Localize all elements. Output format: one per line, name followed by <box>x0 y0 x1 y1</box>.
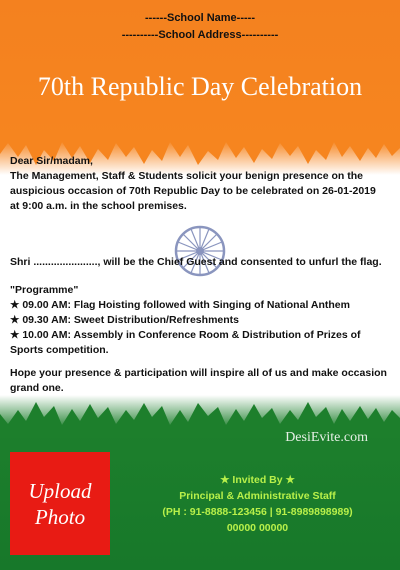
programme-item: ★ 10.00 AM: Assembly in Conference Room & Distribution of Prizes of Sports competition. <box>10 329 361 356</box>
greeting: Dear Sir/madam, <box>10 155 93 167</box>
inviter-name: Principal & Administrative Staff <box>179 490 336 502</box>
programme-item: ★ 09.30 AM: Sweet Distribution/Refreshments <box>10 314 239 326</box>
watermark: DesiEvite.com <box>285 430 368 445</box>
programme-list <box>10 298 388 358</box>
programme-item: ★ 09.00 AM: Flag Hoisting followed with Singing of National Anthem <box>10 299 350 311</box>
programme-heading: "Programme" <box>10 284 79 296</box>
school-name: ------School Name----- <box>145 12 255 24</box>
phone-numbers: (PH : 91-8888-123456 | 91-8989898989) <box>162 506 353 518</box>
invited-by-heading: ★ Invited By ★ <box>220 474 295 486</box>
upload-photo-button[interactable] <box>10 452 110 555</box>
chief-guest-line: Shri ......................, will be the Chief Guest and consented to unfurl the flag. <box>10 256 382 268</box>
page-title: 70th Republic Day Celebration <box>37 72 363 101</box>
upload-photo-label: Upload Photo <box>28 478 92 529</box>
closing-text: Hope your presence & participation will inspire all of us and make occasion grand one. <box>10 367 387 394</box>
invited-by-block <box>125 472 390 536</box>
extra-phone: 00000 00000 <box>226 522 289 534</box>
invitation-intro: The Management, Staff & Students solicit your benign presence on the auspicious occasion of 70th Republic Day to be celebrated on 26-01-2019 at 9:00 a.m. in the school premises. <box>10 170 376 212</box>
school-address: ----------School Address---------- <box>121 29 279 41</box>
